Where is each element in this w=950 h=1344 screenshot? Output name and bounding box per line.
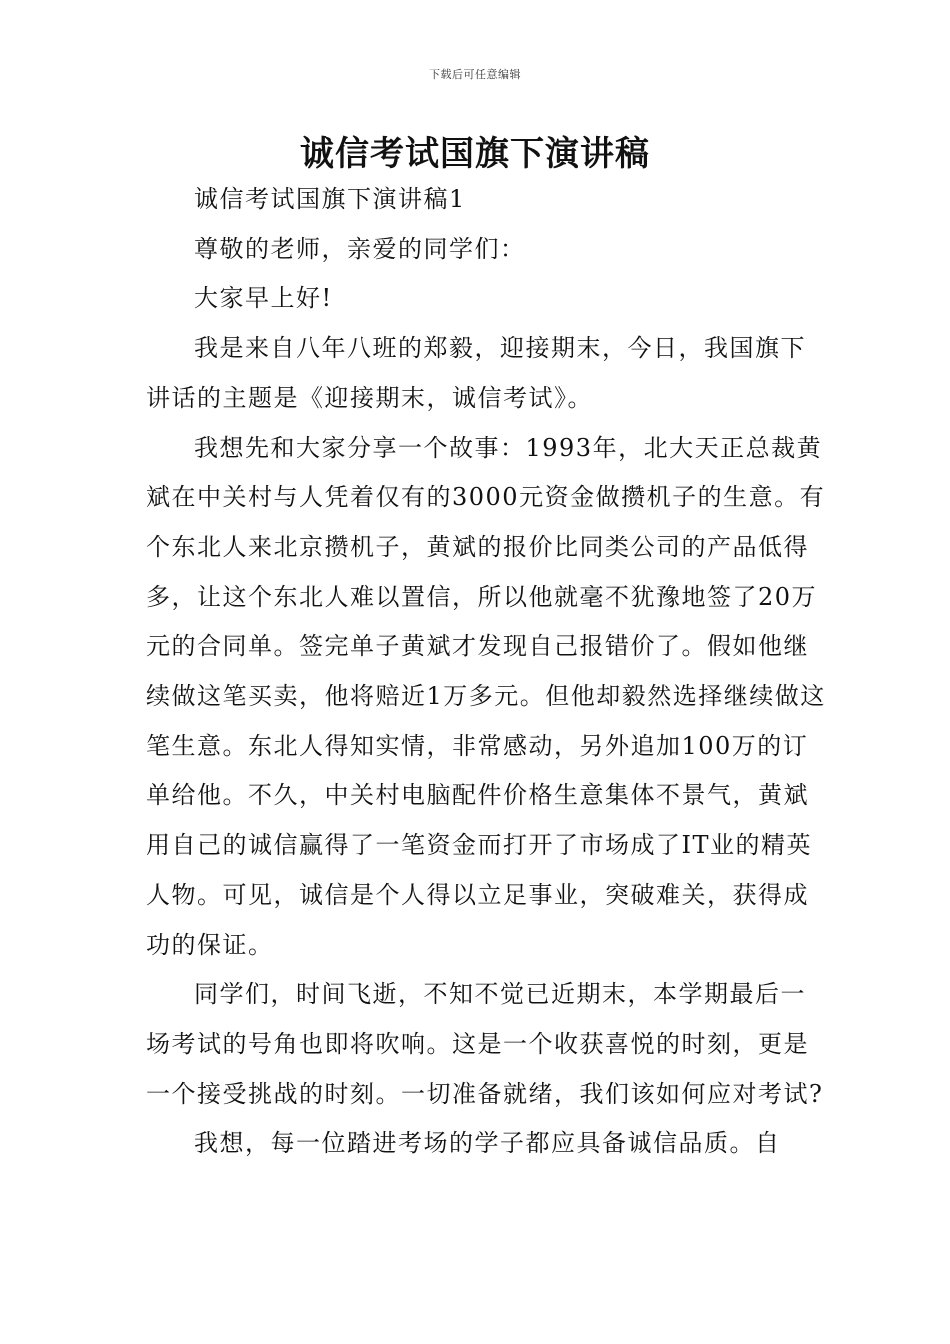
paragraph: 我想，每一位踏进考场的学子都应具备诚信品质。自 [194, 1129, 781, 1158]
paragraph: 大家早上好! [194, 284, 333, 313]
paragraph: 我想先和大家分享一个故事：1993年，北大天正总裁黄斌在中关村与人凭着仅有的3000元资金做攒机子的生意。有个东北人来北京攒机子，黄斌的报价比同类公司的产品低得多，让这个东北人难以置信，所以他就毫不犹豫地签了20万元的合同单。签完单子黄斌才发现自己报错价了。假如他继续做这笔买卖，他将赔近1万多元。但他却毅然选择继续做这笔生意。东北人得知实情，非常感动，另外追加100万的订单给他。不久，中关村电脑配件价格生意集体不景气，黄斌用自己的诚信赢得了一笔资金而打开了市场成了IT业的精英人物。可见，诚信是个人得以立足事业，突破难关，获得成功的保证。 [146, 433, 826, 959]
paragraph: 尊敬的老师，亲爱的同学们： [194, 234, 526, 263]
document-title: 诚信考试国旗下演讲稿 [300, 134, 650, 174]
paragraph: 诚信考试国旗下演讲稿1 [194, 185, 466, 213]
paragraph: 我是来自八年八班的郑毅，迎接期末，今日，我国旗下讲话的主题是《迎接期末，诚信考试》。 [146, 334, 806, 412]
document-body [146, 175, 826, 1169]
paragraph: 同学们，时间飞逝，不知不觉已近期末，本学期最后一场考试的号角也即将吹响。这是一个收获喜悦的时刻，更是一个接受挑战的时刻。一切准备就绪，我们该如何应对考试? [146, 980, 824, 1108]
header-note: 下载后可任意编辑 [429, 68, 521, 81]
